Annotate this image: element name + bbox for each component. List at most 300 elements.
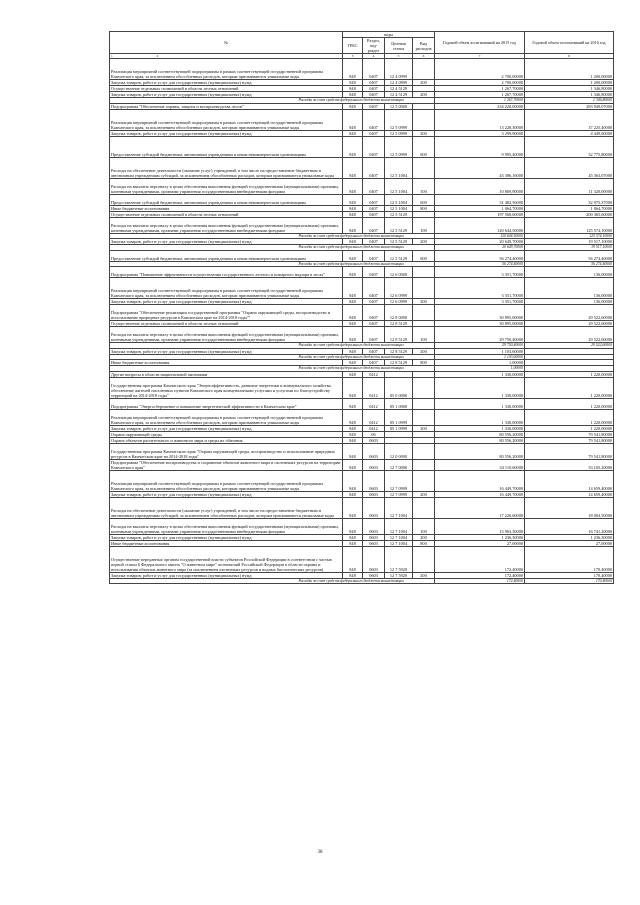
expense-type-code [413, 546, 435, 572]
razdel-code: 0407 [363, 267, 385, 278]
razdel-code: 0407 [363, 305, 385, 321]
row-name: Расходы на выплаты персоналу в целях обеспечения выполнения функций государственными (муниципальными) органами, казенными учреждениями, органами управления государственными внебюджетными фондами [110, 518, 343, 534]
row-name: Предоставление субсидий бюджетным, автономным учреждениям и иным некоммерческим организациям [110, 250, 343, 261]
target-article-code: 05 1 0000 [385, 398, 413, 409]
amount-2016: 16 741,20000 [525, 518, 614, 534]
amount-2015: 56 274,40000 [435, 261, 525, 267]
row-name: Расходы на выплаты персоналу в целях обеспечения выполнения функций государственными (муниципальными) органами, казенными учреждениями, органами управления государственными внебюджетными фондами [110, 178, 343, 194]
target-article-code: 05 0 0000 [385, 377, 413, 398]
grbs-code: 848 [343, 205, 363, 211]
razdel-code: 0407 [363, 321, 385, 327]
razdel-code: 0407 [363, 109, 385, 130]
table-row [110, 109, 614, 130]
table-row [110, 443, 614, 459]
amount-2015: 43 386,16000 [435, 157, 525, 178]
amount-2016: 32 975,37000 [525, 194, 614, 205]
amount-2016: 1 346,80000 [525, 92, 614, 98]
razdel-code: 0407 [363, 205, 385, 211]
target-article-code: 12 8 0000 [385, 305, 413, 321]
row-name: Расходы на выплаты персоналу в целях обеспечения выполнения функций государственными (муниципальными) органами, казенными учреждениями, органами управления государственными внебюджетными фондами [110, 217, 343, 233]
target-article-code: 12 6 0999 [385, 278, 413, 299]
grbs-code: 848 [343, 278, 363, 299]
table-row [110, 546, 614, 572]
table-row [110, 409, 614, 425]
amount-2015: 16 449,70000 [435, 470, 525, 491]
row-name: Государственная программа Камчатского края "Энергоэффективность, развитие энергетики и коммунального хозяйства, обеспечение жителей населенных пунктов Камчатского края коммунальными услугами и услугами по благоустройству территорий на 2014-2018 годы" [110, 377, 343, 398]
table-row [110, 497, 614, 518]
amount-2015: 80 556,20000 [435, 443, 525, 459]
row-name: Закупка товаров, работ и услуг для государственных (муниципальных) нужд [110, 425, 343, 431]
grbs-code: 848 [343, 371, 363, 377]
razdel-code: 0603 [363, 459, 385, 470]
amount-2015: 1 267,70000 [435, 92, 525, 98]
amount-2016: 29 522,60000 [525, 305, 614, 321]
row-name: Осуществление отдельных полномочий в области лесных отношений [110, 86, 343, 92]
amount-2015: 172,40000 [435, 572, 525, 578]
grbs-code: 848 [343, 59, 363, 80]
target-article-code: 12 4 0999 [385, 80, 413, 86]
expense-type-code [413, 109, 435, 130]
amount-2016: 136,00000 [525, 299, 614, 305]
row-name: Закупка товаров, работ и услуг для государственных (муниципальных) нужд [110, 80, 343, 86]
grbs-code: 848 [343, 398, 363, 409]
target-article-code: 12 7 1004 [385, 518, 413, 534]
expense-type-code: 100 [413, 327, 435, 343]
amount-2015: 2 700,00000 [435, 59, 525, 80]
grbs-code: 848 [343, 194, 363, 205]
target-article-code: 05 1 0999 [385, 409, 413, 425]
target-article-code: 12 8 5129 [385, 348, 413, 354]
expense-type-code: 100 [413, 217, 435, 233]
amount-2015: 80 556,20000 [435, 431, 525, 437]
target-article-code: 12 7 1004 [385, 497, 413, 518]
razdel-code: 0407 [363, 211, 385, 217]
target-article-code: 12 8 5129 [385, 360, 413, 366]
amount-2015: 17 226,60000 [435, 497, 525, 518]
amount-2015: 1 236,30000 [435, 534, 525, 540]
razdel-code: 0407 [363, 327, 385, 343]
table-row [110, 278, 614, 299]
razdel-code: 06 [363, 431, 385, 437]
amount-2016: 18 004,50000 [525, 497, 614, 518]
row-name: Реализация мероприятий соответствующей подпрограммы в рамках соответствующей государственной программы Камчатского края, за исключением обособленных расходов, которым присваиваются уникальные коды [110, 409, 343, 425]
amount-2015: 80 556,20000 [435, 437, 525, 443]
amount-2016: 1 346,80000 [525, 86, 614, 92]
grbs-code: 848 [343, 321, 363, 327]
expense-type-code: 200 [413, 92, 435, 98]
row-name: Осуществление отдельных полномочий в области лесных отношений [110, 211, 343, 217]
amount-2016: 19 517,10000 [525, 245, 614, 251]
note-text: Расходы за счет средств федерального бюджета вышестоящих [110, 354, 435, 360]
row-name: Иные бюджетные ассигнования [110, 205, 343, 211]
expense-type-code: 200 [413, 425, 435, 431]
table-row [110, 518, 614, 534]
razdel-code: 0407 [363, 136, 385, 157]
razdel-code: 0407 [363, 360, 385, 366]
row-name: Другие вопросы в области национальной экономики [110, 371, 343, 377]
razdel-code: 0407 [363, 103, 385, 109]
row-name: Закупка товаров, работ и услуг для государственных (муниципальных) нужд [110, 491, 343, 497]
amount-2015: 31 482,56000 [435, 194, 525, 205]
target-article-code: 12 7 1004 [385, 534, 413, 540]
target-article-code: 12 5 1004 [385, 194, 413, 205]
column-index-cell: 4 [363, 54, 385, 59]
target-article-code: 12 5 5129 [385, 239, 413, 245]
column-index-cell: 8 [525, 54, 614, 59]
row-name: Осуществление отдельных полномочий в области лесных отношений [110, 321, 343, 327]
amount-2016: 11 320,00000 [525, 178, 614, 194]
column-index-cell: 3 [343, 54, 363, 59]
amount-2016: 4 449,60000 [525, 130, 614, 136]
table-row [110, 178, 614, 194]
amount-2015: 16 449,70000 [435, 491, 525, 497]
amount-2016: 170,40000 [525, 578, 614, 584]
expense-type-code: 200 [413, 572, 435, 578]
target-article-code: 12 8 5129 [385, 321, 413, 327]
row-name: Иные бюджетные ассигнования [110, 540, 343, 546]
column-index-cell: 7 [435, 54, 525, 59]
header-grbs: ГРБС [343, 38, 363, 54]
header-num: № [110, 32, 343, 54]
grbs-code: 848 [343, 377, 363, 398]
grbs-code: 848 [343, 437, 363, 443]
expense-type-code: 100 [413, 178, 435, 194]
table-row [110, 267, 614, 278]
razdel-code: 0407 [363, 86, 385, 92]
amount-2016: 1 346,80000 [525, 98, 614, 104]
amount-2016: 136,00000 [525, 278, 614, 299]
amount-2016: 29 522,60000 [525, 321, 614, 327]
row-name: Иные бюджетные ассигнования [110, 360, 343, 366]
expense-type-code: 800 [413, 360, 435, 366]
amount-2016: 45 363,07000 [525, 157, 614, 178]
amount-2016: 79 541,80000 [525, 443, 614, 459]
expense-type-code [413, 267, 435, 278]
expense-type-code: 200 [413, 130, 435, 136]
target-article-code: 12 6 0000 [385, 267, 413, 278]
target-article-code: 12 7 0000 [385, 459, 413, 470]
table-row [110, 470, 614, 491]
grbs-code: 848 [343, 470, 363, 491]
amount-2016: 1 200,00000 [525, 80, 614, 86]
razdel-code: 0407 [363, 130, 385, 136]
header-razdel: Раздел, под- раздел [363, 38, 385, 54]
amount-2015: 1 267,70000 [435, 98, 525, 104]
row-name: Закупка товаров, работ и услуг для государственных (муниципальных) нужд [110, 130, 343, 136]
row-name: Реализация мероприятий соответствующей подпрограммы в рамках соответствующей государственной программы Камчатского края, за исключением обособленных расходов, которым присваиваются уникальные коды [110, 59, 343, 80]
grbs-code: 848 [343, 80, 363, 86]
expense-type-code [413, 497, 435, 518]
amount-2016: 125 574,10000 [525, 217, 614, 233]
amount-2016: 136,00000 [525, 267, 614, 278]
amount-2016: 56 274,40000 [525, 261, 614, 267]
grbs-code: 848 [343, 409, 363, 425]
row-name: Закупка товаров, работ и услуг для государственных (муниципальных) нужд [110, 572, 343, 578]
grbs-code: 848 [343, 534, 363, 540]
header-vid: Вид расходов [413, 38, 435, 54]
row-name: Охрана объектов растительного и животного мира и среды их обитания [110, 437, 343, 443]
table-row [110, 157, 614, 178]
amount-2016: 27,00000 [525, 540, 614, 546]
amount-2016: 29 522,60000 [525, 343, 614, 349]
razdel-code: 0412 [363, 425, 385, 431]
amount-2016: 79 541,80000 [525, 431, 614, 437]
expense-type-code [413, 59, 435, 80]
razdel-code: 0407 [363, 217, 385, 233]
column-index-cell: 1 2 [110, 54, 343, 59]
target-article-code: 12 5 1004 [385, 178, 413, 194]
grbs-code: 848 [343, 109, 363, 130]
razdel-code: 0407 [363, 59, 385, 80]
target-article-code: 05 1 0999 [385, 425, 413, 431]
row-name: Закупка товаров, работ и услуг для государственных (муниципальных) нужд [110, 348, 343, 354]
amount-2015: 1,00000 [435, 366, 525, 372]
grbs-code: 848 [343, 250, 363, 261]
amount-2016: 37 225,40000 [525, 109, 614, 130]
row-name: Расходы на обеспечение деятельности (оказание услуг) учреждений, в том числе на предоставление бюджетным и автономным учреждениям субсидий, за исключением обособленных расходов, которым присваиваются уникальные коды [110, 157, 343, 178]
note-text: Расходы за счет средств федерального бюджета вышестоящих [110, 233, 435, 239]
note-text: Расходы за счет средств федерального бюджета вышестоящих [110, 578, 435, 584]
amount-2016: 1 064,70000 [525, 205, 614, 211]
razdel-code: 0407 [363, 178, 385, 194]
table-row [110, 377, 614, 398]
amount-2015: 120 644,50000 [435, 217, 525, 233]
target-article-code: 12 0 0000 [385, 443, 413, 459]
target-article-code: 12 7 5920 [385, 572, 413, 578]
razdel-code: 0603 [363, 491, 385, 497]
razdel-code: 0603 [363, 470, 385, 491]
table-row [110, 327, 614, 343]
row-name: Реализация мероприятий соответствующей подпрограммы в рамках соответствующей государственной программы Камчатского края, за исключением обособленных расходов, которым присваиваются уникальные коды [110, 109, 343, 130]
razdel-code: 0407 [363, 299, 385, 305]
razdel-code: 0603 [363, 437, 385, 443]
grbs-code: 848 [343, 178, 363, 194]
amount-2016: 29 522,60000 [525, 327, 614, 343]
page-number: 38 [317, 850, 323, 855]
grbs-code: 848 [343, 546, 363, 572]
grbs-code: 848 [343, 305, 363, 321]
row-name: Предоставление субсидий бюджетным, автономным учреждениям и иным некоммерческим организациям [110, 194, 343, 205]
target-article-code: 12 6 0999 [385, 299, 413, 305]
razdel-code: 0412 [363, 371, 385, 377]
grbs-code: 848 [343, 86, 363, 92]
amount-2015: 15 963,30000 [435, 518, 525, 534]
razdel-code: 0603 [363, 540, 385, 546]
amount-2016: 170,40000 [525, 572, 614, 578]
razdel-code: 0412 [363, 398, 385, 409]
grbs-code: 848 [343, 572, 363, 578]
row-name: Закупка товаров, работ и услуг для государственных (муниципальных) нужд [110, 92, 343, 98]
razdel-code: 0603 [363, 518, 385, 534]
table-row [110, 398, 614, 409]
row-name: Реализация мероприятий соответствующей подпрограммы в рамках соответствующей государственной программы Камчатского края, за исключением обособленных расходов, которым присваиваются уникальные коды [110, 278, 343, 299]
grbs-code: 848 [343, 491, 363, 497]
grbs-code: 848 [343, 239, 363, 245]
note-text: Расходы за счет средств федерального бюджета вышестоящих [110, 98, 435, 104]
column-index-cell: 6 [413, 54, 435, 59]
expense-type-code: 100 [413, 518, 435, 534]
amount-2016: 1 220,00000 [525, 409, 614, 425]
table-row [110, 305, 614, 321]
target-article-code: 12 7 0999 [385, 470, 413, 491]
amount-2015: 1,00000 [435, 360, 525, 366]
grbs-code: 848 [343, 327, 363, 343]
amount-2015: 27,00000 [435, 540, 525, 546]
expense-type-code [413, 398, 435, 409]
expense-type-code [413, 377, 435, 398]
expense-type-code: 600 [413, 194, 435, 205]
table-row [110, 136, 614, 157]
amount-2015: 172,40000 [435, 546, 525, 572]
row-name: Закупка товаров, работ и услуг для государственных (муниципальных) нужд [110, 239, 343, 245]
amount-2015: 234 220,00000 [435, 103, 525, 109]
razdel-code: 0412 [363, 377, 385, 398]
amount-2015: 1 103,60000 [435, 354, 525, 360]
grbs-code: 848 [343, 299, 363, 305]
expense-type-code: 200 [413, 491, 435, 497]
razdel-code: 0412 [363, 409, 385, 425]
expense-type-code: 200 [413, 80, 435, 86]
amount-2015: 1 103,60000 [435, 348, 525, 354]
federal-funds-note-row [110, 578, 614, 584]
target-article-code: 12 7 0999 [385, 491, 413, 497]
row-name: Закупка товаров, работ и услуг для государственных (муниципальных) нужд [110, 299, 343, 305]
target-article-code: 12 5 0999 [385, 136, 413, 157]
expense-type-code [413, 459, 435, 470]
amount-2015: 30 895,00000 [435, 321, 525, 327]
razdel-code: 0407 [363, 239, 385, 245]
amount-2015: 1 267,70000 [435, 86, 525, 92]
amount-2016: 32 775,80000 [525, 136, 614, 157]
amount-2015: 3 299,90000 [435, 130, 525, 136]
note-text: Расходы за счет средств федерального бюджета вышестоящих [110, 343, 435, 349]
expense-type-code: 200 [413, 348, 435, 354]
amount-2015: 29 750,40000 [435, 327, 525, 343]
expense-type-code: 200 [413, 239, 435, 245]
amount-2016: 19 517,10000 [525, 239, 614, 245]
expense-type-code: 800 [413, 540, 435, 546]
expense-type-code: 800 [413, 205, 435, 211]
grbs-code: 848 [343, 103, 363, 109]
amount-2015: 3 351,70000 [435, 278, 525, 299]
expense-type-code: 200 [413, 534, 435, 540]
expense-type-code [413, 305, 435, 321]
row-name: Подпрограмма "Обеспечение воспроизводства и сохранение объектов животного мира и охотничьих ресурсов на территории Камчатского края" [110, 459, 343, 470]
amount-2016: 283 949,07000 [525, 103, 614, 109]
grbs-code: 848 [343, 211, 363, 217]
grbs-code: 848 [343, 136, 363, 157]
grbs-code: 848 [343, 360, 363, 366]
amount-2016: 1 200,00000 [525, 59, 614, 80]
target-article-code: 12 5 5129 [385, 250, 413, 261]
amount-2015: 9 995,40000 [435, 136, 525, 157]
grbs-code: 848 [343, 497, 363, 518]
grbs-code: 848 [343, 425, 363, 431]
amount-2016: 1 220,00000 [525, 425, 614, 431]
amount-2015: 1 330,00000 [435, 398, 525, 409]
amount-2016: 79 541,80000 [525, 437, 614, 443]
grbs-code: 848 [343, 459, 363, 470]
expense-type-code [413, 470, 435, 491]
razdel-code: 0407 [363, 250, 385, 261]
table-body [110, 59, 614, 584]
amount-2016: 125 574,10000 [525, 233, 614, 239]
target-article-code: 12 5 0999 [385, 130, 413, 136]
column-index-cell: 5 [385, 54, 413, 59]
amount-2016: 1 220,00000 [525, 377, 614, 398]
amount-2016: 1 236,30000 [525, 534, 614, 540]
target-article-code: 12 5 1004 [385, 205, 413, 211]
amount-2016: 200 365,60000 [525, 211, 614, 217]
expense-type-code [413, 278, 435, 299]
amount-2015: 29 750,40000 [435, 343, 525, 349]
row-name: Подпрограмма "Энергосбережение и повышение энергетической эффективности в Камчатском крае" [110, 398, 343, 409]
target-article-code: 12 7 5920 [385, 546, 413, 572]
row-name: Расходы на выплаты персоналу в целях обеспечения выполнения функций государственными (муниципальными) органами, казенными учреждениями, органами управления государственными внебюджетными фондами [110, 327, 343, 343]
razdel-code: 0407 [363, 92, 385, 98]
amount-2015: 197 568,60000 [435, 211, 525, 217]
amount-2016: 14 659,40000 [525, 491, 614, 497]
grbs-code: 848 [343, 92, 363, 98]
amount-2015: 1 330,00000 [435, 377, 525, 398]
razdel-code: 0603 [363, 546, 385, 572]
header-tsel: Целевая статья [385, 38, 413, 54]
row-name: Охрана окружающей среды [110, 431, 343, 437]
row-name: Осуществление переданных органам государственной власти субъектов Российской Федерации в соответствии с частью первой статьи 6 Федерального закона "О животном мире" полномочий Российской Федерации в области охраны и использования объектов животного мира (за исключением охотничьих ресурсов и водных биологических ресурсов) [110, 546, 343, 572]
amount-2015: 10 869,90000 [435, 178, 525, 194]
amount-2015: 56 274,40000 [435, 250, 525, 261]
row-name: Подпрограмма "Обеспечение реализации государственной программы "Охрана окружающей среды, воспроизводство и использование природных ресурсов в Камчатском крае на 2014-2018 годы"" [110, 305, 343, 321]
amount-2015: 1 330,00000 [435, 409, 525, 425]
amount-2016: 33 105,20000 [525, 459, 614, 470]
row-name: Закупка товаров, работ и услуг для государственных (муниципальных) нужд [110, 534, 343, 540]
target-article-code: 12 4 5129 [385, 92, 413, 98]
amount-2015: 2 700,00000 [435, 80, 525, 86]
amount-2015: 3 351,70000 [435, 299, 525, 305]
grbs-code: 848 [343, 540, 363, 546]
row-name: Реализация мероприятий соответствующей подпрограммы в рамках соответствующей государственной программы Камчатского края, за исключением обособленных расходов, которым присваиваются уникальные коды [110, 470, 343, 491]
razdel-code: 0407 [363, 194, 385, 205]
razdel-code: 0603 [363, 497, 385, 518]
grbs-code: 848 [343, 157, 363, 178]
amount-2016: 56 274,40000 [525, 250, 614, 261]
amount-2016: 1 220,00000 [525, 398, 614, 409]
razdel-code: 0407 [363, 278, 385, 299]
row-name: Подпрограмма "Повышение эффективности осуществления государственного лесного и пожарного надзора в лесах" [110, 267, 343, 278]
expense-type-code [413, 409, 435, 425]
table-row [110, 217, 614, 233]
target-article-code: 12 7 1004 [385, 540, 413, 546]
table-row [110, 250, 614, 261]
amount-2015: 172,40000 [435, 578, 525, 584]
target-article-code: 12 4 0999 [385, 59, 413, 80]
budget-table [109, 31, 614, 584]
target-article-code: 12 5 0000 [385, 103, 413, 109]
grbs-code: 848 [343, 431, 363, 437]
grbs-code: 848 [343, 217, 363, 233]
amount-2015: 30 895,00000 [435, 305, 525, 321]
expense-type-code: 600 [413, 136, 435, 157]
grbs-code: 848 [343, 443, 363, 459]
target-article-code: 12 5 1004 [385, 157, 413, 178]
row-name: Подпрограмма "Обеспечение охраны, защиты и воспроизводства лесов" [110, 103, 343, 109]
razdel-code: 0407 [363, 157, 385, 178]
row-name: Государственная программа Камчатского края "Охрана окружающей среды, воспроизводство и использование природных ресурсов в Камчатском крае на 2014-2018 годы" [110, 443, 343, 459]
target-article-code: 12 5 5129 [385, 217, 413, 233]
header-year-2015: Годовой объем ассигнований на 2015 год [435, 32, 525, 54]
amount-2015: 3 351,70000 [435, 267, 525, 278]
amount-2015: 20 649,70000 [435, 239, 525, 245]
